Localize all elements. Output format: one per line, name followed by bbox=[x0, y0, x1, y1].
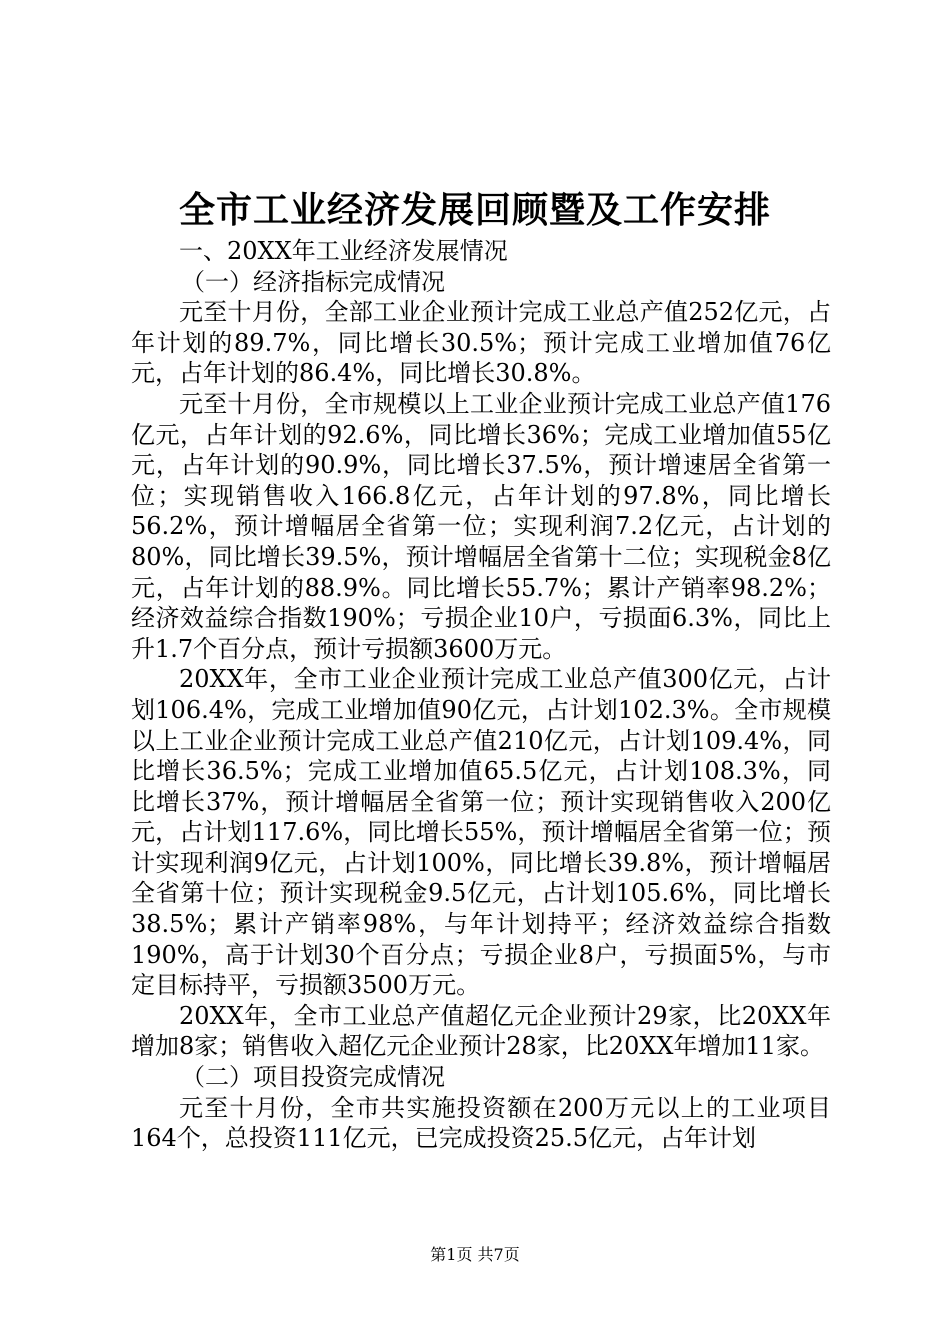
subsection-heading-economic-indicators: （一）经济指标完成情况 bbox=[181, 267, 445, 296]
document-title: 全市工业经济发展回顾暨及工作安排 bbox=[178, 189, 771, 231]
paragraph: 元至十月份，全市共实施投资额在200万元以上的工业项目164个，总投资111亿元，已完成投资25.5亿元，占年计划 bbox=[131, 1093, 831, 1153]
paragraph: 20XX年，全市工业企业预计完成工业总产值300亿元，占计划106.4%，完成工业增加值90亿元，占计划102.3%。全市规模以上工业企业预计完成工业总产值210亿元，占计划109.4%，同比增长36.5%；完成工业增加值65.5亿元，占计划108.3%，同比增长37%，预计增幅居全省第一位；预计实现销售收入200亿元，占计划117.6%，同比增长55%，预计增幅居全省第一位；预计实现利润9亿元，占计划100%，同比增长39.8%，预计增幅居全省第十位；预计实现税金9.5亿元，占计划105.6%，同比增长38.5%；累计产销率98%，与年计划持平；经济效益综合指数190%，高于计划30个百分点；亏损企业8户，亏损面5%，与市定目标持平，亏损额3500万元。 bbox=[131, 665, 831, 1000]
section-heading: 一、20XX年工业经济发展情况 bbox=[179, 237, 508, 265]
paragraph: 20XX年，全市工业总产值超亿元企业预计29家，比20XX年增加8家；销售收入超亿元企业预计28家，比20XX年增加11家。 bbox=[131, 1001, 831, 1061]
subsection-heading-project-investment: （二）项目投资完成情况 bbox=[181, 1063, 445, 1092]
page-footer: 第1页 共7页 bbox=[430, 1245, 520, 1264]
document-body bbox=[131, 236, 831, 1154]
paragraph: 元至十月份，全市规模以上工业企业预计完成工业总产值176亿元，占年计划的92.6%，同比增长36%；完成工业增加值55亿元，占年计划的90.9%，同比增长37.5%，预计增速居全省第一位；实现销售收入166.8亿元，占年计划的97.8%，同比增长56.2%，预计增幅居全省第一位；实现利润7.2亿元，占计划的80%，同比增长39.5%，预计增幅居全省第十二位；实现税金8亿元，占年计划的88.9%。同比增长55.7%；累计产销率98.2%；经济效益综合指数190%；亏损企业10户，亏损面6.3%，同比上升1.7个百分点，预计亏损额3600万元。 bbox=[131, 389, 831, 663]
paragraph: 元至十月份，全部工业企业预计完成工业总产值252亿元，占年计划的89.7%，同比增长30.5%；预计完成工业增加值76亿元，占年计划的86.4%，同比增长30.8%。 bbox=[131, 298, 831, 388]
